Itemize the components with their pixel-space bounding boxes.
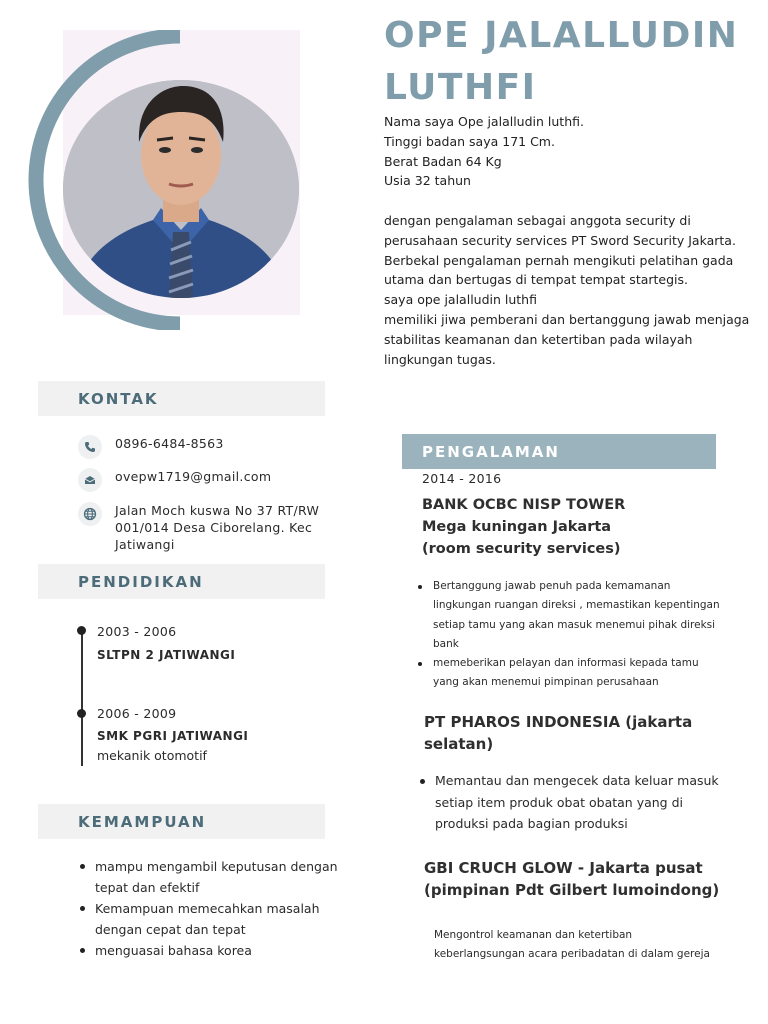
section-header-pendidikan: PENDIDIKAN	[38, 564, 325, 599]
education-major: mekanik otomotif	[97, 748, 207, 763]
duty-item: Memantau dan mengecek data keluar masuk setiap item produk obat obatan yang di produksi pada bagian produksi	[418, 770, 736, 835]
education-school: SLTPN 2 JATIWANGI	[97, 648, 236, 662]
skill-item: mampu mengambil keputusan dengan tepat dan efektif	[78, 856, 358, 898]
duty-item: memeberikan pelayan dan informasi kepada tamu yang akan menemui pimpinan perusahaan	[416, 654, 726, 693]
profile-photo	[63, 80, 299, 298]
skills-list	[78, 856, 358, 961]
phone-number[interactable]: 0896-6484-8563	[115, 436, 224, 451]
contact-email	[78, 468, 271, 492]
timeline-dot	[77, 626, 86, 635]
section-header-kontak: KONTAK	[38, 381, 325, 416]
duty-item: Bertanggung jawab penuh pada kemamanan lingkungan ruangan direksi , memastikan kepentingan setiap tamu yang akan masuk menemui pihak direksi bank	[416, 577, 726, 654]
job-title: GBI CRUCH GLOW - Jakarta pusat (pimpinan Pdt Gilbert lumoindong)	[424, 859, 720, 899]
skill-item: Kemampuan memecahkan masalah dengan cepat dan tepat	[78, 898, 358, 940]
job-title: BANK OCBC NISP TOWER Mega kuningan Jakarta (room security services)	[422, 497, 626, 557]
education-school: SMK PGRI JATIWANGI	[97, 729, 249, 743]
bio-paragraph: Nama saya Ope jalalludin luthfi. Tinggi badan saya 171 Cm. Berat Badan 64 Kg Usia 32 tahun dengan pengalaman sebagai anggota security di perusahaan security services PT Sword Security Jakarta. Berbekal pengalaman pernah mengikuti pelatihan gada utama dan bertugas di tempat tempat startegis. saya ope jalalludin luthfi memiliki jiwa pemberani dan bertanggung jawab menjaga stabilitas keamanan dan ketertiban pada wilayah lingkungan tugas.	[384, 114, 750, 367]
experience-years: 2014 - 2016	[422, 471, 502, 486]
skill-item: menguasai bahasa korea	[78, 940, 358, 961]
bio-text	[384, 112, 754, 369]
address-text: Jalan Moch kuswa No 37 RT/RW 001/014 Desa Ciborelang. Kec Jatiwangi	[115, 503, 320, 552]
globe-icon	[78, 502, 102, 526]
person-photo-illustration	[63, 80, 299, 298]
section-header-kemampuan: KEMAMPUAN	[38, 804, 325, 839]
contact-address	[78, 502, 319, 553]
phone-icon	[78, 435, 102, 459]
job-title: PT PHAROS INDONESIA (jakarta selatan)	[424, 713, 693, 753]
person-name: OPE JALALLUDIN LUTHFI	[384, 15, 739, 108]
education-years: 2006 - 2009	[97, 706, 177, 721]
job-duties-list	[416, 577, 726, 693]
mail-icon	[78, 468, 102, 492]
job-description: Mengontrol keamanan dan ketertiban keberlangsungan acara peribadatan di dalam gereja	[434, 929, 710, 960]
contact-phone	[78, 435, 224, 459]
section-header-pengalaman: PENGALAMAN	[402, 434, 716, 469]
email-address[interactable]: ovepw1719@gmail.com	[115, 469, 272, 484]
education-years: 2003 - 2006	[97, 624, 177, 639]
job-duties-list	[418, 770, 736, 835]
timeline-line	[81, 630, 83, 766]
timeline-dot	[77, 709, 86, 718]
